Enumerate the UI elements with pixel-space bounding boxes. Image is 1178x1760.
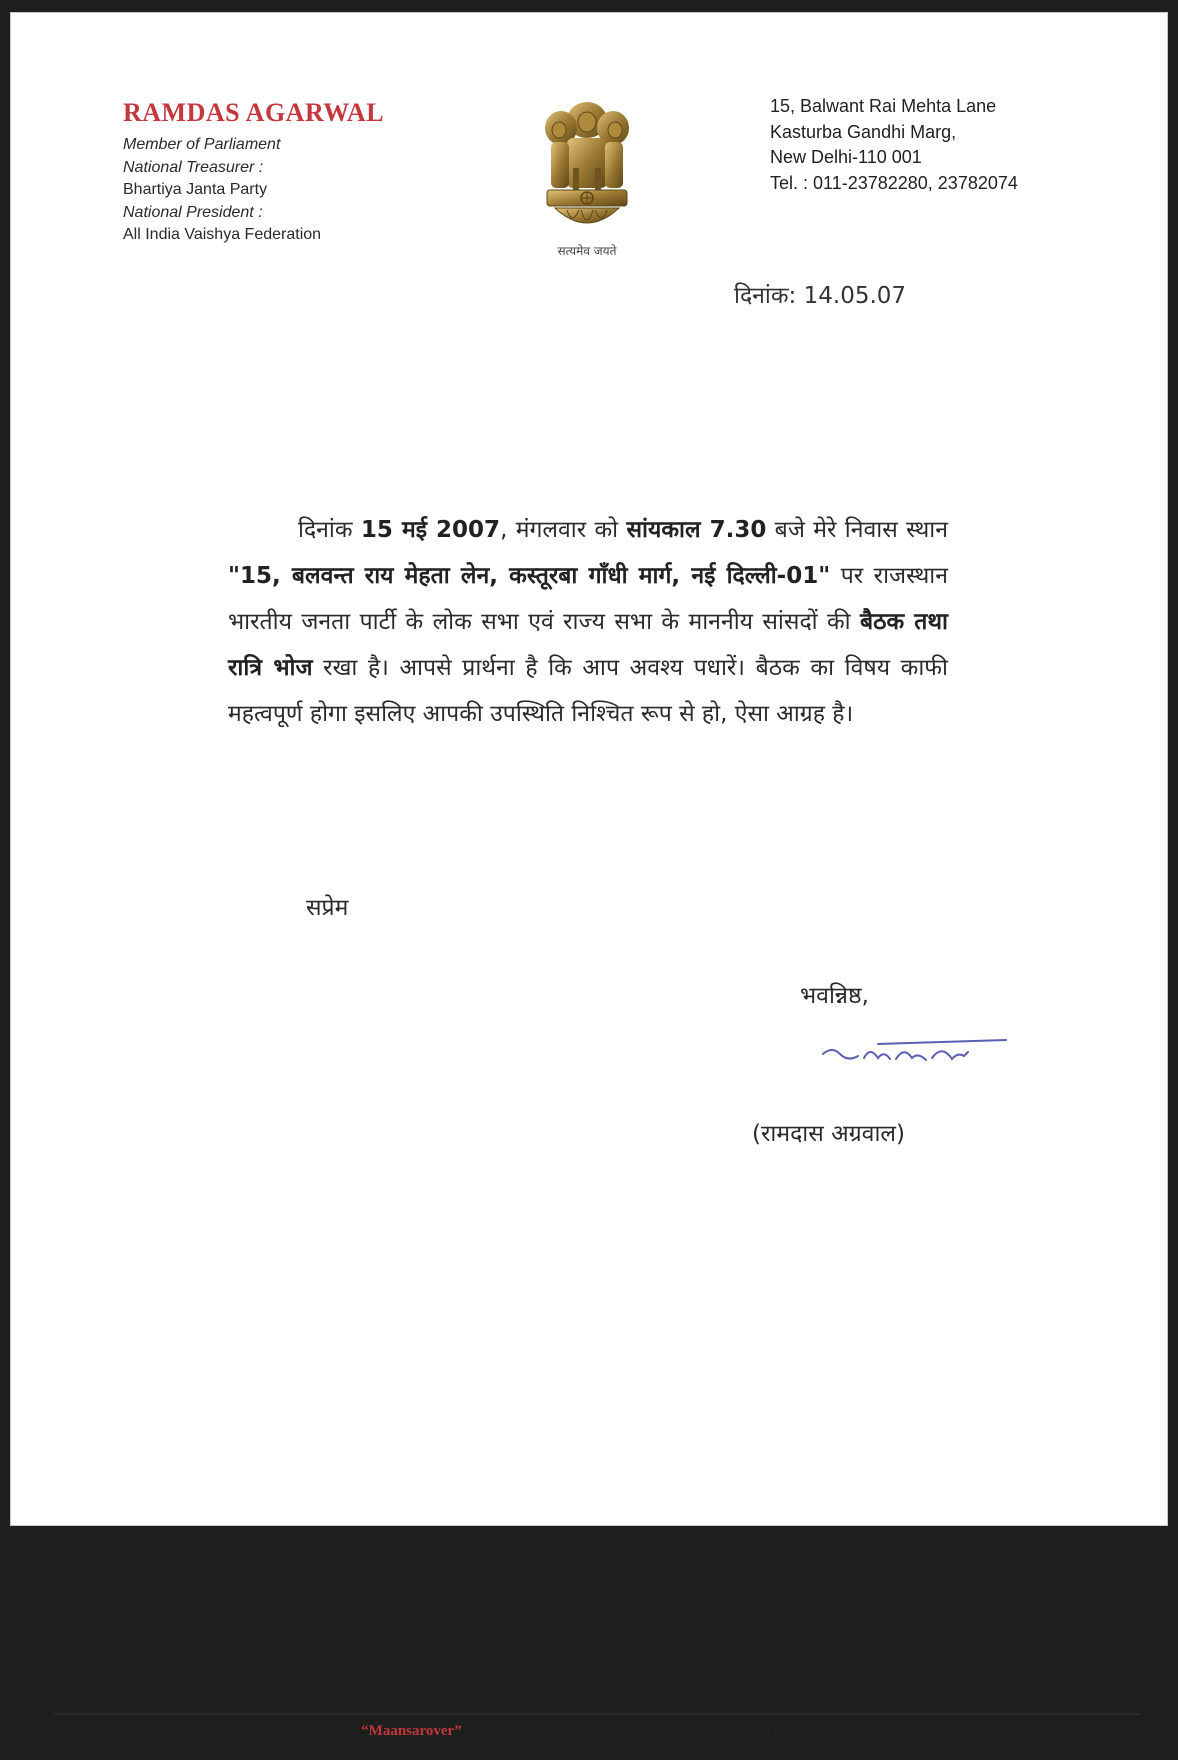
body-text: दिनांक — [298, 517, 361, 543]
address-line: 15, Balwant Rai Mehta Lane — [770, 96, 997, 116]
sender-name: RAMDAS AGARWAL — [123, 98, 385, 127]
letterhead-sender — [123, 98, 443, 247]
body-text: , मंगलवार को — [500, 517, 627, 543]
address-phone: Tel. : 011-23782280, 23782074 — [770, 172, 1018, 193]
body-text-bold: "15, बलवन्त राय मेहता लेन, कस्तूरबा गाँधी मार्ग, नई दिल्ली-01" — [228, 563, 831, 589]
address-line: New Delhi-110 001 — [770, 147, 922, 167]
body-text-bold: 15 मई 2007 — [360, 517, 501, 543]
sender-title: Bhartiya Janta Party — [123, 181, 268, 198]
signature-icon — [818, 1032, 1008, 1076]
sender-title: National Treasurer : — [123, 158, 264, 176]
sender-title: All India Vaishya Federation — [123, 226, 322, 243]
body-text: रखा है। आपसे प्रार्थना है कि आप अवश्य पधारें। बैठक का विषय काफी महत्वपूर्ण होगा इसलिए आपकी उपस्थिति निश्चित रूप से हो, ऐसा आग्रह है। — [228, 655, 948, 727]
body-text: पर राजस्थान भारतीय जनता पार्टी के लोक सभा एवं राज्य सभा के माननीय सांसदों की — [228, 563, 948, 635]
footer-address: Rameshvaram Parisar, Tonk Road, Jaipur-302 011 (Raj.) — [461, 1722, 817, 1738]
footer-contact: ✆ 0141-2720007-8, 2551508 Fax : 0141-2723839 E-mail : arunudyoga@datainfosys.net — [315, 1743, 863, 1759]
letterhead-address — [770, 94, 1018, 196]
footer-address-line — [10, 1722, 1168, 1740]
emblem-motto: सत्यमेव जयते — [557, 244, 617, 258]
national-emblem — [532, 98, 642, 259]
letter-body — [228, 507, 948, 737]
closing: भवन्निष्ठ, — [800, 983, 869, 1009]
sender-title: Member of Parliament — [123, 136, 281, 153]
address-line: Kasturba Gandhi Marg, — [770, 121, 957, 142]
letter-page — [10, 12, 1168, 1526]
body-text: बजे मेरे निवास स्थान — [766, 517, 948, 543]
letter-date: दिनांक: 14.05.07 — [734, 283, 907, 309]
signatory-name: (रामदास अग्रवाल) — [752, 1121, 905, 1147]
body-text-bold: सांयकाल 7.30 — [626, 517, 767, 543]
footer-divider — [54, 1713, 1140, 1715]
lion-capital-emblem-icon — [537, 98, 637, 240]
salutation: सप्रेम — [306, 895, 349, 921]
sender-title: National President : — [123, 203, 263, 221]
handwritten-signature — [818, 1032, 1008, 1081]
footer-brand: “Maansarover” — [361, 1723, 462, 1739]
body-text-bold: बैठक तथा रात्रि भोज — [228, 609, 949, 681]
